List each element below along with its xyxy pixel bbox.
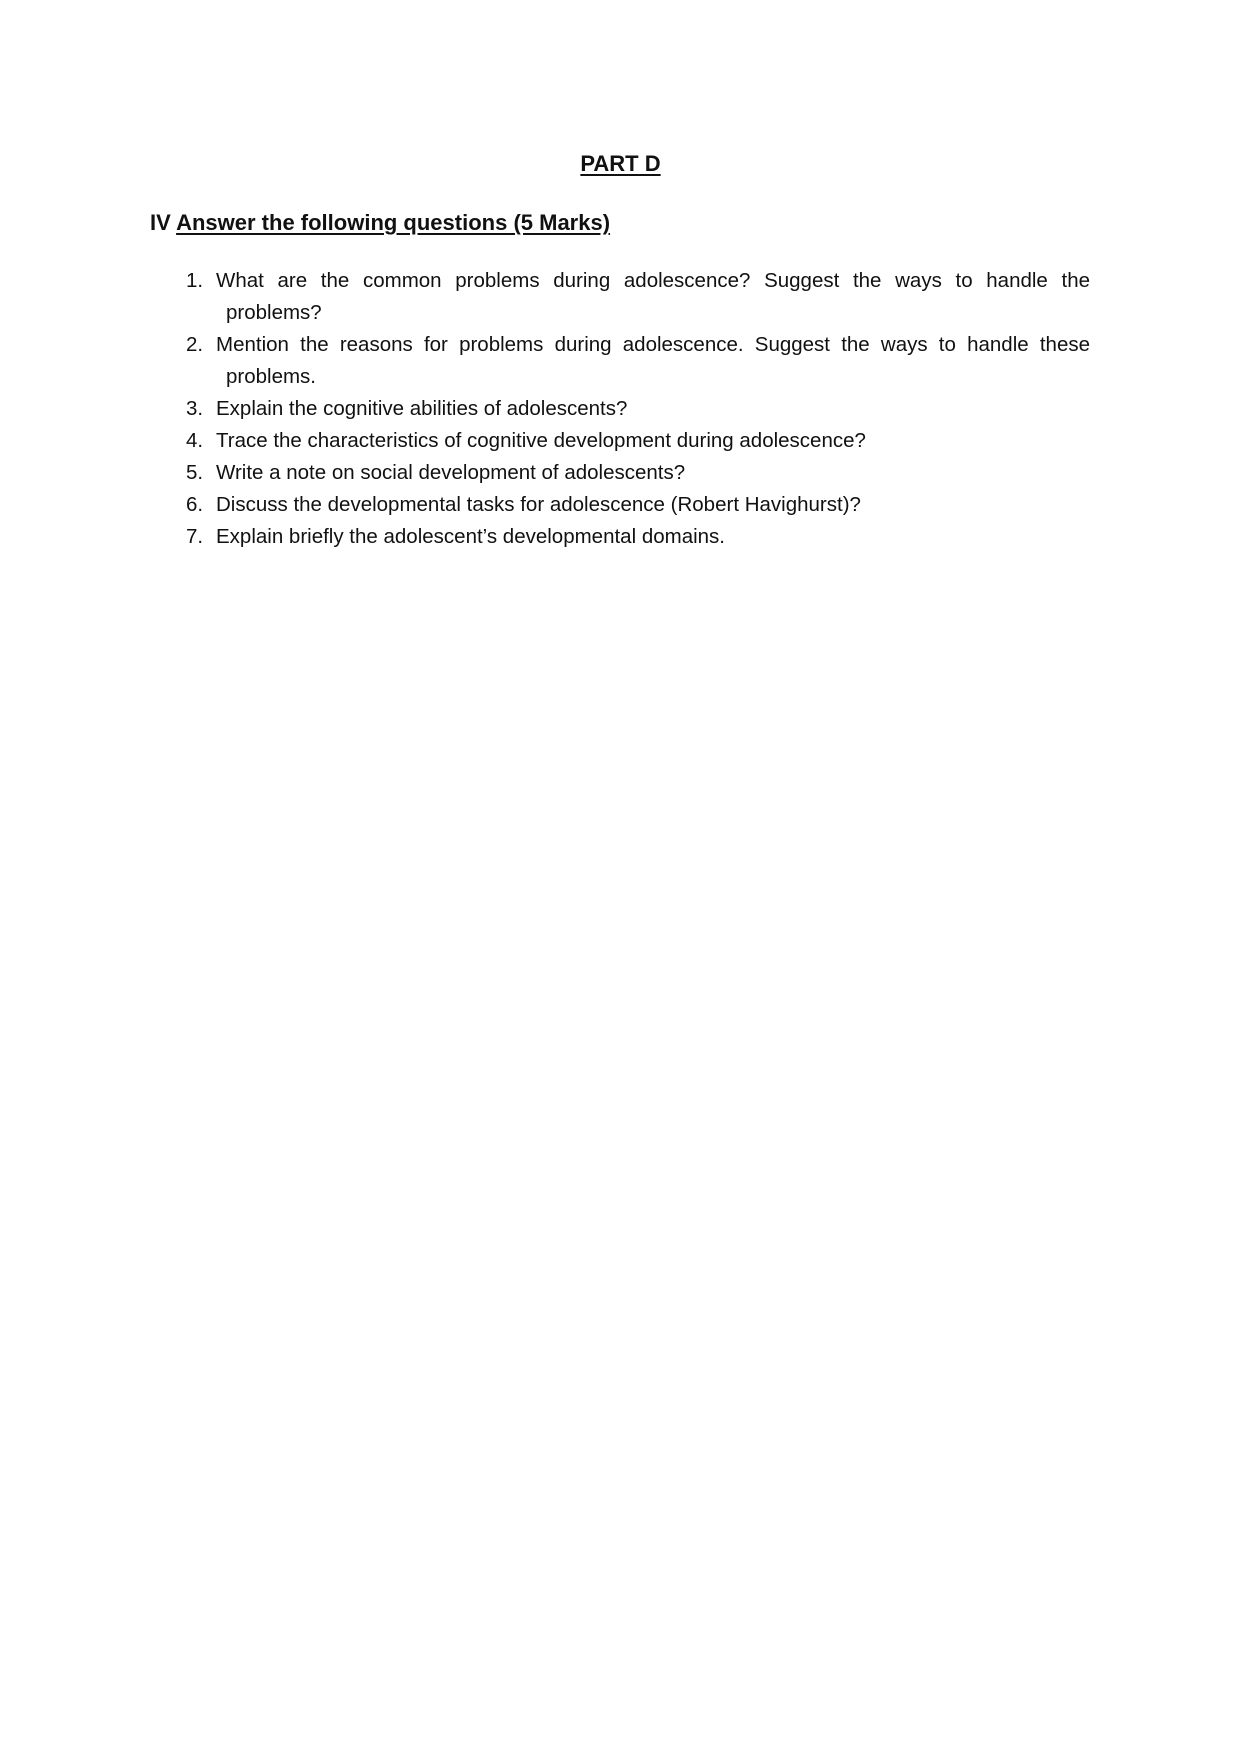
question-number: 7. — [186, 525, 204, 548]
section-title: Answer the following questions (5 Marks) — [176, 210, 611, 235]
question-text-continuation: problems? — [226, 301, 322, 324]
question-number: 2. — [186, 333, 204, 356]
question-text: What are the common problems during adolescence? Suggest the ways to handle the — [216, 269, 1090, 292]
question-list — [186, 265, 1090, 553]
part-title-text: PART D — [580, 151, 661, 176]
question-text: Discuss the developmental tasks for adolescence (Robert Havighurst)? — [216, 493, 861, 516]
section-heading — [150, 209, 610, 237]
question-text-continuation: problems. — [226, 365, 317, 388]
question-item — [186, 393, 1090, 425]
question-item — [186, 425, 1090, 457]
question-number: 5. — [186, 461, 204, 484]
question-number: 4. — [186, 429, 204, 452]
question-text: Mention the reasons for problems during adolescence. Suggest the ways to handle these — [216, 333, 1090, 356]
question-text: Trace the characteristics of cognitive development during adolescence? — [216, 429, 866, 452]
question-item — [186, 521, 1090, 553]
question-text: Explain the cognitive abilities of adolescents? — [216, 397, 628, 420]
question-item — [186, 489, 1090, 521]
question-number: 3. — [186, 397, 204, 420]
question-item — [186, 265, 1090, 329]
section-number: IV — [150, 210, 171, 235]
question-number: 1. — [186, 269, 204, 292]
question-number: 6. — [186, 493, 204, 516]
question-item — [186, 457, 1090, 489]
part-title — [0, 150, 1241, 178]
question-item — [186, 329, 1090, 393]
question-text: Write a note on social development of adolescents? — [216, 461, 686, 484]
question-text: Explain briefly the adolescent’s developmental domains. — [216, 525, 726, 548]
